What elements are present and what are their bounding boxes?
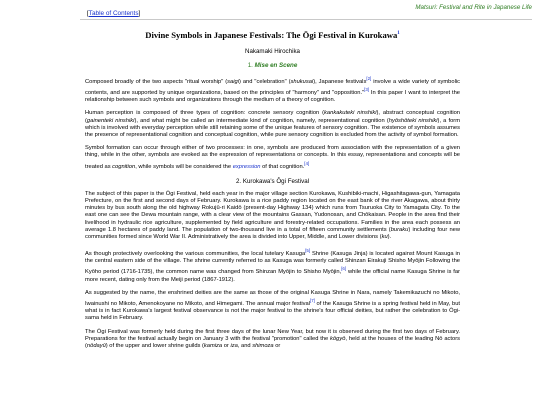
paragraph: As though protectively overlooking the various communities, the local tutelary Kasuga[5] Shrine (Kasuga Jinja) is located against Mount Kasuga in the central eastern side of the village. The shrine currently referred to as Kasuga was formerly called Shinzan Eirakuji Shisho Myōjin Following the Kyōho period (1716-1735), the common name was changed from Shinzan Myōjin to Shisho Myōjin,[6] while the official name Kasuga Shrine is far more recent, dating only from the Meiji period (1867-1912).	[85, 248, 460, 283]
site-title: Matsuri: Festival and Rite in Japanese Life	[415, 4, 532, 11]
footnote-link[interactable]: [7]	[309, 298, 315, 303]
section-heading-2: 2. Kurokawa's Ōgi Festival	[235, 177, 310, 185]
paragraph: Composed broadly of the two aspects "ritual worship" (saigi) and "celebration" (shukusai), Japanese festivals[2] involve a wide variety of symbolic contents, and are supported by unique organizations, based on the principles of "harmony" and "opposition."[3] In this paper I want to interpret the relationship between such symbols and organizations through the medium of a theory of cognition.	[85, 76, 460, 104]
section-heading-1	[85, 62, 460, 69]
expression-link[interactable]: expression	[232, 163, 261, 170]
paragraph: Human perception is composed of three types of cognition: concrete sensory cognition (kankakuteki ninshiki), abstract conceptual cognition (gainenteki ninshiki), and what might be called an intermediate kind of cognition, namely, representational cognition (hyōshōteki ninshiki), a form which is involved with everyday perception while still retaining some of the unique features of sensory cognition. The existence of symbols assumes the presence of representational cognition and conceptual cognition, while pure sensory cognition is excluded from the activity of symbol formation.	[85, 110, 461, 139]
paragraph: The subject of this paper is the Ōgi Festival, held each year in the major village section Kurokawa, Kushibiki-machi, Higashitagawa-gun, Yamagata Prefecture, on the first and second days of February. Kurokawa is a rice paddy region located on the east bank of the river Akagawa, about thirty minutes by bus south along the old highway Rokujū-ri Kaidō (present-day Highway 134) which runs from Tsuruoka City to Yamagata City. To the east one can see the Dewa mountain range, with a clear view of the mountains Gassan, Yudonosan, and Chōkaisan. People in the area find their livelihood in hydraulic rice agriculture, supplemented by field agriculture and forestry-related occupations. Families in the area each possess an average 1.8 hectares of paddy land. The population of two-thousand live in a total of fifteen community settlements (buraku) including four new communities formed since World War II. Administratively the area is divided into Upper, Middle, and Lower divisions (ku).	[85, 190, 460, 240]
paragraph: Symbol formation can occur through either of two processes: in one, symbols are produced from association with the representation of a given thing, while in the other, symbols are evoked as the expression of representations or concepts. In this essay, representations and concepts will be treated as cognition, while symbols will be considered the expression of that cognition.[4]	[85, 145, 460, 170]
footnote-link[interactable]: [3]	[364, 87, 370, 93]
section-number: 1.	[247, 62, 253, 69]
article-title	[85, 30, 460, 40]
section-title: Mise en Scene	[254, 62, 298, 69]
author: Nakamaki Hirochika	[244, 48, 301, 55]
footnote-link[interactable]: [2]	[366, 76, 372, 81]
footnote-link[interactable]: [5]	[305, 248, 311, 254]
title-text: Divine Symbols in Japanese Festivals: The Ōgi Festival in Kurokawa	[145, 30, 398, 40]
paragraph: As suggested by the name, the enshrined deities are the same as those of the original Kasuga Shrine in Nara, namely Takemikazuchi no Mikoto, Iwainushi no Mikoto, Amenokoyane no Mikoto, and Himegami. The annual major festival[7] of the Kasuga Shrine is a spring festival held in May, but what is in fact Kurokawa's largest festival observance is not the major festival to the shrine's four official deities, but rather the celebration to Ōgi-sama held in February.	[85, 289, 460, 322]
paragraph: The Ōgi Festival was formerly held during the first three days of the lunar New Year, but now it is observed during the first two days of February. Preparations for the festival actually begin on January 3 with the festival "promotion" called the kōgyō, held at the houses of the leading Nō actors (nōdayū) of the upper and lower shrine guilds (kamiza or iza, and shimoza or	[85, 328, 460, 349]
toc-nav: [Table of Contents]	[87, 10, 141, 17]
footnote-link[interactable]: [4]	[304, 160, 310, 166]
header-divider	[80, 19, 532, 20]
toc-link[interactable]: Table of Contents	[88, 10, 139, 17]
title-footnote-link[interactable]: 1	[397, 31, 400, 37]
footnote-link[interactable]: [6]	[341, 266, 347, 272]
top-bar	[0, 0, 540, 20]
article-body	[85, 24, 460, 356]
